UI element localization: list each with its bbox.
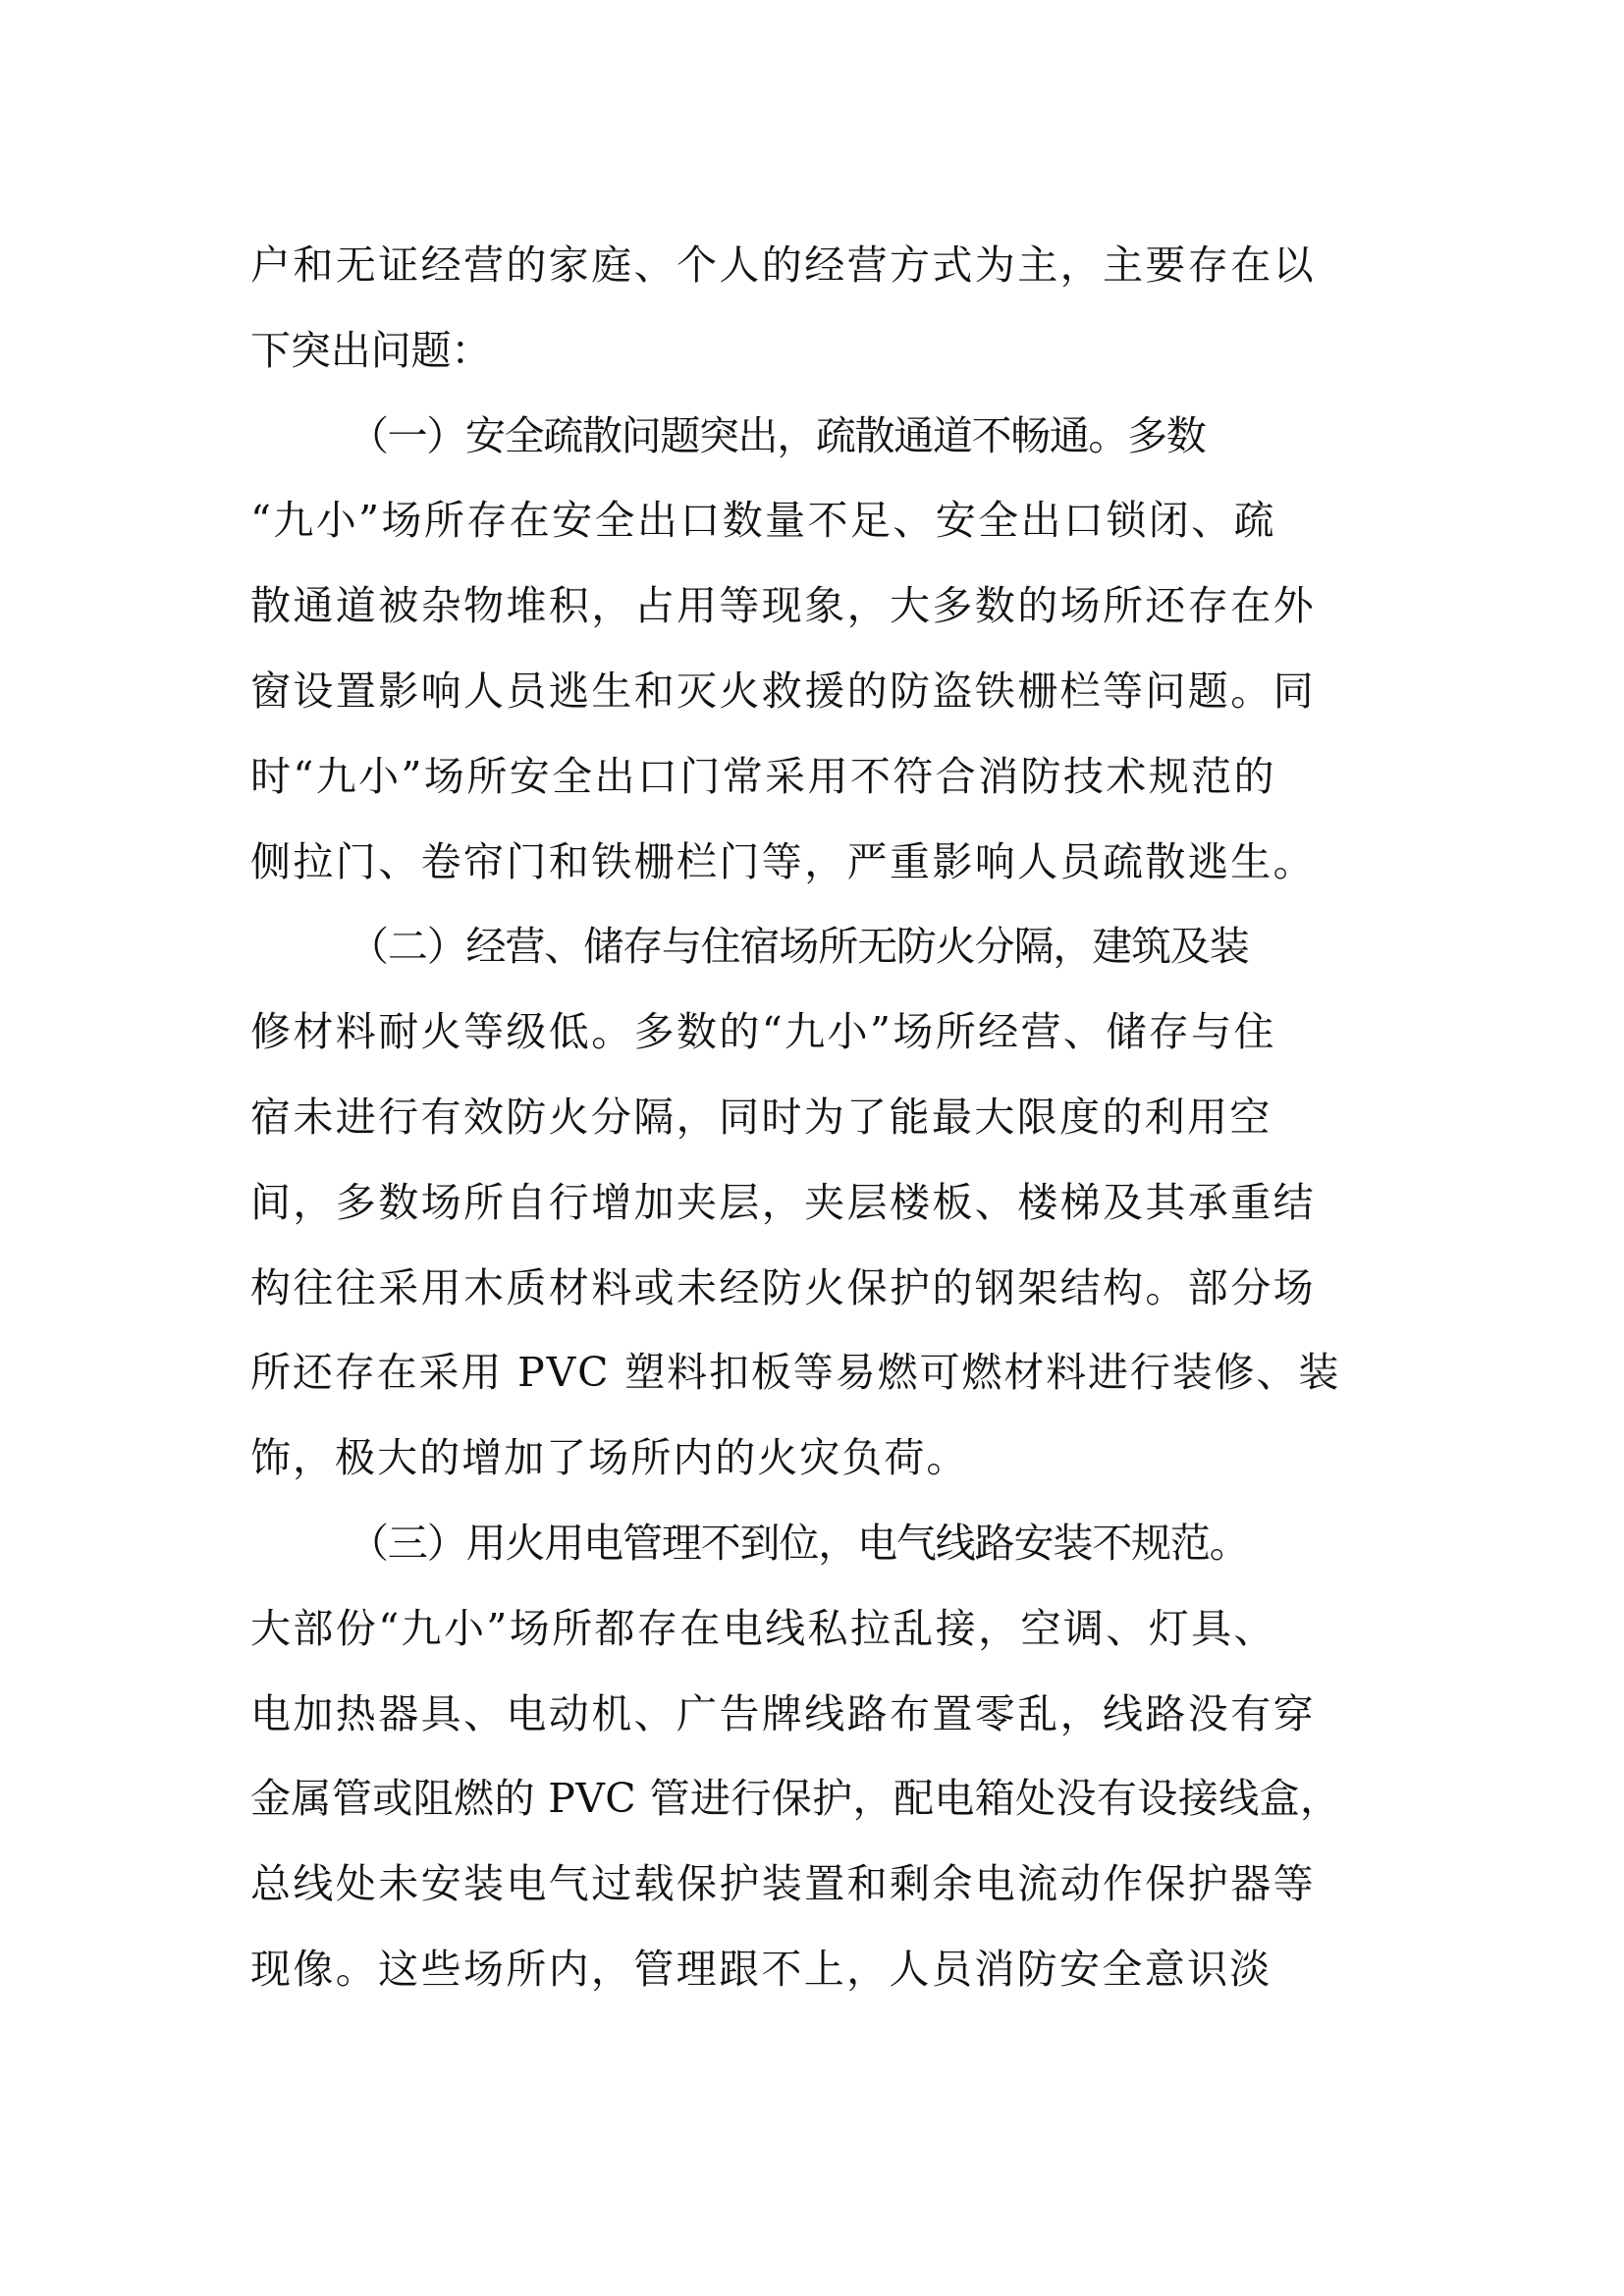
text-line: （三）用火用电管理不到位，电气线路安装不规范。 bbox=[349, 1520, 1249, 1567]
text-line: 大部份“九小”场所都存在电线私拉乱接，空调、灯具、 bbox=[250, 1604, 1276, 1652]
text-line: 下突出问题： bbox=[250, 326, 492, 374]
text-line: 户和无证经营的家庭、个人的经营方式为主，主要存在以 bbox=[250, 241, 1316, 289]
text-line: 窗设置影响人员逃生和灭火救援的防盗铁栅栏等问题。同 bbox=[250, 667, 1316, 715]
text-line: 构往往采用木质材料或未经防火保护的钢架结构。部分场 bbox=[250, 1263, 1316, 1311]
text-line: 时“九小”场所安全出口门常采用不符合消防技术规范的 bbox=[250, 752, 1276, 800]
text-line: （二）经营、储存与住宿场所无防火分隔，建筑及装 bbox=[349, 923, 1249, 971]
text-line: 侧拉门、卷帘门和铁栅栏门等，严重影响人员疏散逃生。 bbox=[250, 837, 1316, 885]
text-line: 金属管或阻燃的 PVC 管进行保护，配电箱处没有设接线盒， bbox=[250, 1775, 1341, 1823]
text-line: “九小”场所存在安全出口数量不足、安全出口锁闭、疏 bbox=[250, 497, 1276, 545]
text-line: （一）安全疏散问题突出，疏散通道不畅通。多数 bbox=[349, 411, 1206, 459]
text-line: 电加热器具、电动机、广告牌线路布置零乱，线路没有穿 bbox=[250, 1689, 1316, 1737]
text-line: 宿未进行有效防火分隔，同时为了能最大限度的利用空 bbox=[250, 1094, 1272, 1141]
text-line: 现像。这些场所内，管理跟不上，人员消防安全意识淡 bbox=[250, 1946, 1272, 1993]
text-line: 修材料耐火等级低。多数的“九小”场所经营、储存与住 bbox=[250, 1008, 1276, 1056]
text-line: 饰，极大的增加了场所内的火灾负荷。 bbox=[250, 1434, 969, 1482]
text-line: 总线处未安装电气过载保护装置和剩余电流动作保护器等 bbox=[250, 1860, 1316, 1908]
text-line: 间，多数场所自行增加夹层，夹层楼板、楼梯及其承重结 bbox=[250, 1178, 1316, 1226]
text-line: 所还存在采用 PVC 塑料扣板等易燃可燃材料进行装修、装 bbox=[250, 1349, 1341, 1397]
text-line: 散通道被杂物堆积，占用等现象，大多数的场所还存在外 bbox=[250, 582, 1316, 630]
